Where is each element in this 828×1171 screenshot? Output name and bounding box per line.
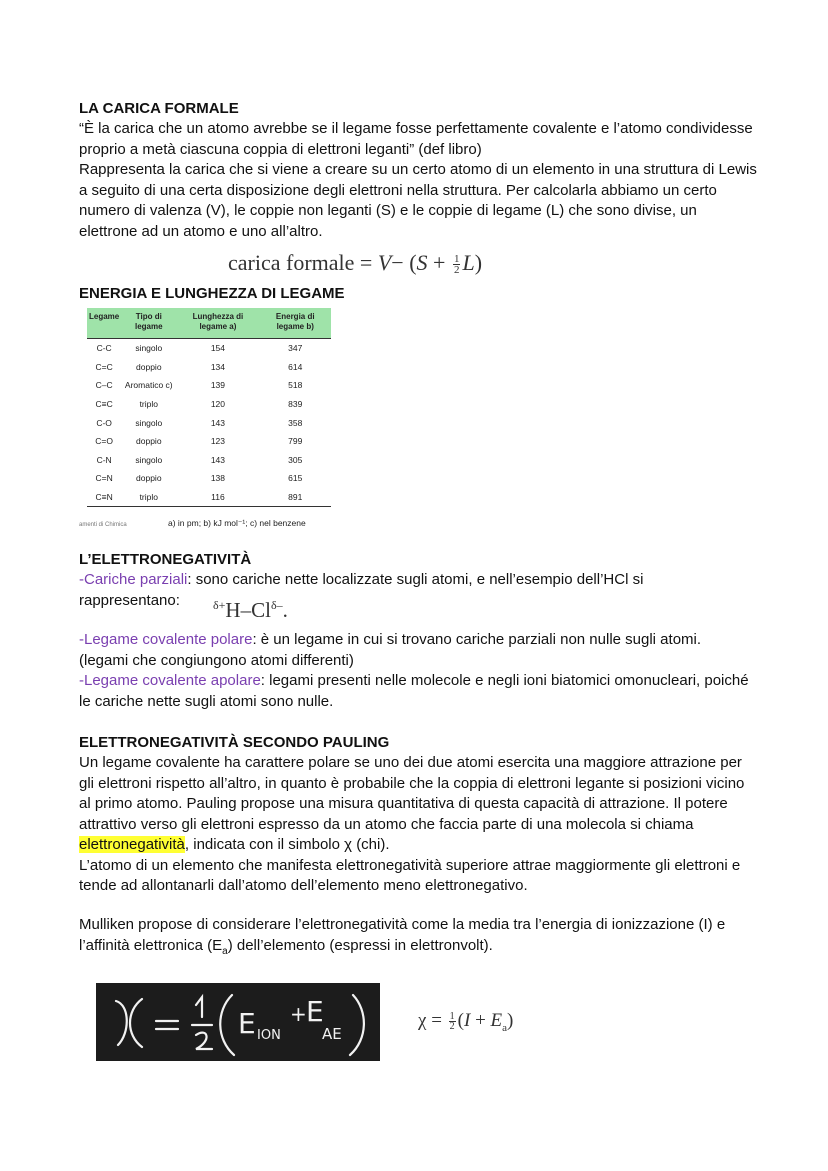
section-elettronegativita [79,550,759,712]
cell-bond: C=O [95,436,113,447]
formula-plus: + [433,250,446,275]
definition-quote: “È la carica che un atomo avrebbe se il legame fosse perfettamente covalente e l’atomo condividesse proprio a metà ciascuna coppia di elettroni leganti” (def libro) [79,120,753,158]
heading-elettronegativita: L’ELETTRONEGATIVITÀ [79,551,252,568]
header-lunghezza: Lunghezza di legame a) [176,308,259,339]
cell-type: singolo [135,343,163,354]
mulliken-formula [418,1010,513,1034]
section-energia [79,284,759,304]
chi-plus: + [475,1010,486,1031]
section-mulliken [79,915,769,962]
chi-half: $\frac{1}{2}$ [449,1011,455,1033]
hw-sub2: AE [322,1025,342,1043]
pauling-paragraph-2: L’atomo di un elemento che manifesta elettronegatività superiore attrae maggiormente gli elettroni e tende ad allontanarli dall’atomo dell’elemento meno elettronegativo. [79,856,741,894]
cariche-parziali-text: : sono cariche nette localizzate sugli atomi, e nell’esempio dell’HCl si rappresentano: [79,571,644,609]
polare-para [79,630,759,651]
section-pauling [79,733,759,897]
mulliken-text-a: Mulliken propose di considerare l’elettronegatività come la media tra l’energia di ionizzazione (I) e l’affinità elettronica (E [79,916,726,954]
chi-close: ) [507,1010,514,1031]
header-legame: Legame [87,308,121,339]
polare-term: -Legame covalente polare [79,631,253,648]
cell-type: singolo [135,417,163,428]
cell-bond: C-O [96,417,112,428]
chi-e: E [490,1010,503,1031]
apolare-text: : legami presenti nelle molecole e negli ioni biatomici omonucleari, poiché le cariche nette sugli atomi sono nulle. [79,672,749,710]
mulliken-text-b: ) dell’elemento (espressi in elettronvolt). [227,936,493,954]
table-row [87,376,331,395]
cell-bond: C=N [95,473,113,484]
formula-s: S [416,250,428,275]
header-tipo: Tipo di legame [121,308,176,339]
cell-type: doppio [136,436,162,447]
hcl-formula [213,598,288,623]
cell-length: 154 [210,343,225,354]
cell-bond: C≡N [87,488,121,507]
table-row [87,358,331,377]
cell-length: 143 [210,454,225,465]
cell-type: doppio [136,473,162,484]
cell-energy: 839 [288,399,303,410]
highlight-elettronegativita: elettronegatività [79,836,185,853]
cell-type: triplo [121,488,176,507]
chi-sub: a [502,1021,508,1034]
cell-energy: 891 [259,488,331,507]
cell-length: 116 [176,488,259,507]
apolare-para [79,671,759,712]
cell-energy: 615 [288,473,303,484]
cariche-parziali-para [79,570,679,611]
formal-charge-formula [228,250,482,276]
cell-energy: 347 [288,343,303,354]
cell-bond: C–C [95,380,113,391]
cell-length: 123 [210,436,225,447]
formula-lhs: carica formale [228,250,355,275]
cell-type: doppio [136,361,162,372]
polare-text: : è un legame in cui si trovano cariche parziali non nulle sugli atomi. [252,631,702,648]
cariche-parziali-term: -Cariche parziali [79,571,188,588]
hw-e1: E [238,1007,256,1040]
pauling-paragraph [79,753,759,856]
hw-e2: E [306,995,324,1028]
cell-energy: 518 [288,380,303,391]
cell-energy: 305 [288,454,303,465]
table-source: amenti di Chimica [79,522,127,528]
cell-type: singolo [135,454,163,465]
formula-open: ( [409,250,417,275]
cell-length: 139 [210,380,225,391]
mulliken-paragraph [79,915,769,962]
table-row [87,432,331,451]
heading-energia: ENERGIA E LUNGHEZZA DI LEGAME [79,285,345,302]
cell-energy: 799 [288,436,303,447]
formula-close: ) [474,250,483,275]
table-row [87,395,331,414]
header-energia: Energia di legame b) [259,308,331,339]
chi-i: I [463,1010,471,1031]
formula-eq: = [359,250,373,275]
table-note: a) in pm; b) kJ mol⁻¹; c) nel benzene [168,518,306,528]
cell-length: 143 [210,417,225,428]
hw-plus: + [290,1002,307,1026]
hw-sub1: ION [257,1028,281,1043]
formula-v: V [377,250,392,275]
heading-pauling: ELETTRONEGATIVITÀ SECONDO PAULING [79,734,390,751]
table-row [87,413,331,432]
handwritten-formula [96,983,380,1061]
table-row [87,339,331,358]
cell-length: 138 [210,473,225,484]
polare-note: (legami che congiungono atomi differenti) [79,651,354,669]
bond-table-header [87,308,331,339]
table-row [87,488,331,507]
cell-type: Aromatico c) [124,380,173,391]
cell-length: 120 [210,399,225,410]
cell-length: 134 [210,361,225,372]
pauling-text-2: , indicata con il simbolo χ (chi). [184,836,390,853]
section-carica-formale [79,99,759,242]
mulliken-sub: a [222,945,228,957]
chi-open: ( [457,1010,464,1031]
formula-minus: − [391,250,404,275]
formula-l: L [462,250,475,275]
carica-paragraph: Rappresenta la carica che si viene a creare su un certo atomo di un elemento in una struttura di Lewis a seguito di una certa disposizione degli elettroni nella struttura. Per calcolarla abbiamo un certo numero di valenza (V), le coppie non leganti (S) e le coppie di legame (L) che sono divise, un elettrone ad un atomo e uno all’altro. [79,161,757,240]
hcl-dot: . [282,598,288,622]
heading-carica-formale: LA CARICA FORMALE [79,100,239,117]
handwritten-formula-board [96,983,380,1061]
cell-energy: 614 [288,361,303,372]
delta-plus: δ+ [213,598,226,612]
formula-half: $\frac{1}{2}$ [453,253,460,277]
bond-table [87,308,331,507]
cell-bond: C-N [96,454,112,465]
cell-energy: 358 [288,417,303,428]
hcl-molecule: H–Cl [225,598,271,622]
cell-type: triplo [139,399,158,410]
chi-eq: = [431,1010,442,1031]
table-row [87,451,331,470]
table-row [87,469,331,488]
cell-bond: C=C [95,361,113,372]
cell-bond: C≡C [95,399,113,410]
apolare-term: -Legame covalente apolare [79,672,261,689]
cell-bond: C-C [96,343,112,354]
pauling-text-1: Un legame covalente ha carattere polare se uno dei due atomi esercita una maggiore attrazione per gli elettroni rispetto all’altro, in quanto è probabile che la coppia di elettroni legante si posizioni vicino al primo atomo. Pauling propose una misura quantitativa di questa capacità di attrazione. Il potere attrattivo verso gli elettroni espresso da un atomo che faccia parte di una molecola si chiama [79,754,745,833]
delta-minus: δ– [270,598,283,612]
chi-symbol: χ [418,1010,427,1031]
